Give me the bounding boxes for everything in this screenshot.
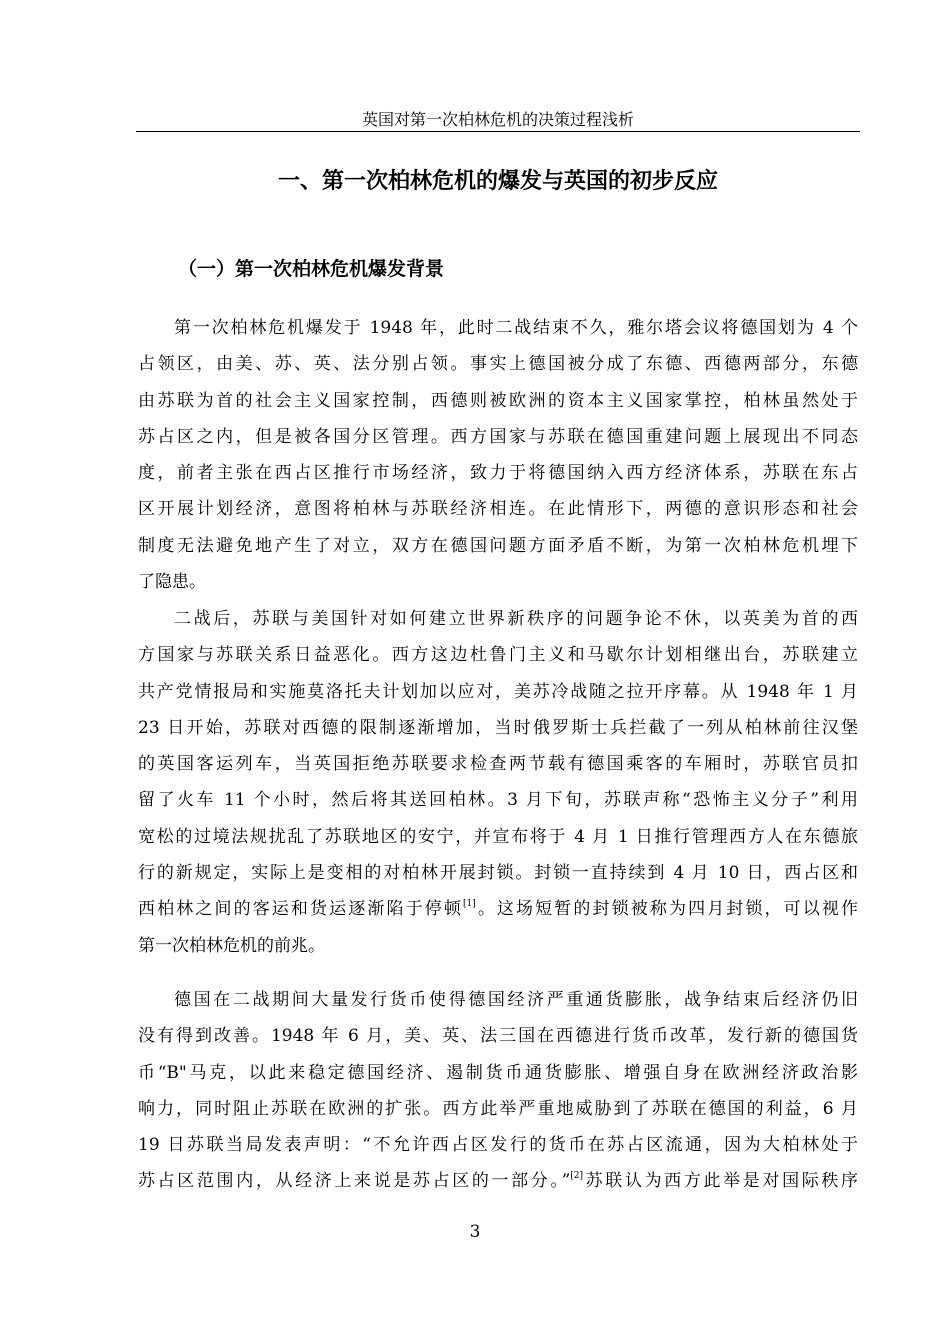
text-line: 响力，同时阻止苏联在欧洲的扩张。西方此举严重地威胁到了苏联在德国的利益，6 月 (138, 1098, 858, 1119)
paragraph (138, 601, 858, 964)
text-line: 区开展计划经济，意图将柏林与苏联经济相连。在此情形下，两德的意识形态和社会 (138, 499, 858, 520)
citation-marker: [2] (570, 1171, 584, 1182)
text-line: 留了火车 11 个小时，然后将其送回柏林。3 月下旬，苏联声称“恐怖主义分子”利用 (138, 790, 858, 811)
text-line: 德国在二战期间大量发行货币使得德国经济严重通货膨胀，战争结束后经济仍旧 (174, 990, 858, 1010)
chapter-title: 一、第一次柏林危机的爆发与英国的初步反应 (277, 169, 718, 194)
text-line: 行的新规定，实际上是变相的对柏林开展封锁。封锁一直持续到 4 月 10 日，西占区和 (138, 863, 858, 884)
text-line: 度，前者主张在西占区推行市场经济，致力于将德国纳入西方经济体系，苏联在东占 (138, 463, 858, 484)
text-line: 第一次柏林危机爆发于 1948 年，此时二战结束不久，雅尔塔会议将德国划为 4 个 (174, 318, 858, 338)
text-line: 第一次柏林危机的前兆。 (138, 935, 325, 956)
text-line: 的英国客运列车，当英国拒绝苏联要求检查两节载有德国乘客的车厢时，苏联官员扣 (138, 754, 858, 775)
citation-marker: [1] (462, 899, 476, 910)
text-line: 23 日开始，苏联对西德的限制逐渐增加，当时俄罗斯士兵拦截了一列从柏林前往汉堡 (138, 717, 858, 738)
text-line: 19 日苏联当局发表声明：“不允许西占区发行的货币在苏占区流通，因为大柏林处于 (138, 1135, 858, 1156)
text-line: 占领区，由美、苏、英、法分别占领。事实上德国被分成了东德、西德两部分，东德 (138, 354, 858, 375)
header-divider (136, 131, 860, 132)
text-line: 币“B"马克，以此来稳定德国经济、遏制货币通货膨胀、增强自身在欧洲经济政治影 (138, 1062, 858, 1083)
page-number: 3 (469, 1222, 481, 1242)
text-line: 二战后，苏联与美国针对如何建立世界新秩序的问题争论不休，以英美为首的西 (174, 609, 858, 629)
text-line: 共产党情报局和实施莫洛托夫计划加以应对，美苏冷战随之拉开序幕。从 1948 年 1 月 (138, 681, 858, 702)
running-header: 英国对第一次柏林危机的决策过程浅析 (361, 110, 634, 129)
paragraph (138, 982, 858, 1200)
text-line: 苏占区之内，但是被各国分区管理。西方国家与苏联在德国重建问题上展现出不同态 (138, 426, 858, 447)
text-line: 苏占区范围内，从经济上来说是苏占区的一部分。”[2]苏联认为西方此举是对国际秩序 (138, 1171, 858, 1192)
text-line: 制度无法避免地产生了对立，双方在德国问题方面矛盾不断，为第一次柏林危机埋下 (138, 535, 858, 556)
text-line: 宽松的过境法规扰乱了苏联地区的安宁，并宣布将于 4 月 1 日推行管理西方人在东德旅 (138, 826, 858, 847)
section-title: （一）第一次柏林危机爆发背景 (178, 258, 445, 280)
text-line: 西柏林之间的客运和货运逐渐陷于停顿[1]。这场短暂的封锁被称为四月封锁，可以视作 (138, 899, 858, 920)
text-line: 由苏联为首的社会主义国家控制，西德则被欧洲的资本主义国家掌控，柏林虽然处于 (138, 390, 858, 411)
text-line: 方国家与苏联关系日益恶化。西方这边杜鲁门主义和马歇尔计划相继出台，苏联建立 (138, 645, 858, 666)
text-line: 了隐患。 (138, 572, 206, 593)
paragraph (138, 310, 858, 600)
text-line: 没有得到改善。1948 年 6 月，美、英、法三国在西德进行货币改革，发行新的德国货 (138, 1026, 858, 1047)
